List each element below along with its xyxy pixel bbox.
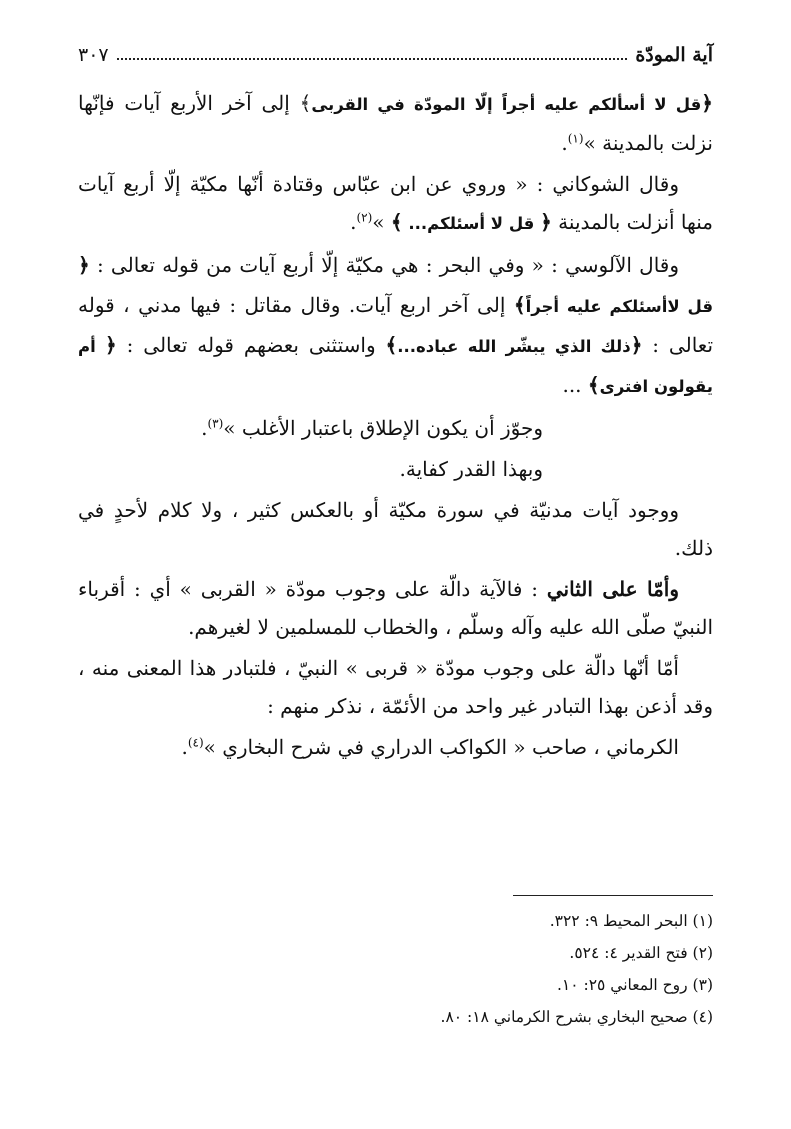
text-run: . <box>201 416 208 440</box>
paragraph <box>78 728 713 766</box>
quran-quote: أم يقولون افترى <box>78 337 713 396</box>
running-header <box>78 30 713 66</box>
main-text <box>78 84 713 769</box>
paragraph <box>78 491 713 567</box>
text-run: » <box>372 210 391 234</box>
footnote-ref: (١) <box>567 131 584 146</box>
text-run: وقال الشوكاني : « وروي عن ابن عبّاس وقتادة أنّها مكيّة إلّا أربع آيات منها أنزلت بالمدينة <box>78 172 713 234</box>
text-run: . <box>181 735 188 759</box>
bold-text: ﴾ <box>513 293 526 317</box>
paragraph <box>78 165 713 243</box>
paragraph <box>78 649 713 725</box>
bold-text: ﴿ <box>78 253 90 277</box>
bold-text: ﴾ <box>385 333 398 357</box>
quran-quote: ذلك الذي يبشّر الله عباده... <box>397 337 631 356</box>
bold-text: ﴾ <box>390 210 403 234</box>
text-run: ووجود آيات مدنيّة في سورة مكيّة أو بالعكس كثير ، ولا كلام لأحدٍ في ذلك. <box>78 498 713 560</box>
text-run: . <box>350 210 357 234</box>
bold-text: وأمّا على الثاني <box>546 577 680 601</box>
footnote-4: (٤) صحيح البخاري بشرح الكرماني ١٨: ٨٠. <box>440 1008 713 1026</box>
quran-quote: قل لا أسألكم عليه أجراً إلّا المودّة في القربى <box>311 95 702 114</box>
footnote-ref: (٣) <box>207 416 224 431</box>
footnote-rule <box>513 895 713 896</box>
quran-quote: قل لا أسئلكم... <box>402 214 541 233</box>
paragraph <box>78 84 713 162</box>
footnote-1: (١) البحر المحيط ٩: ٣٢٢. <box>549 912 713 930</box>
bold-text: ﴿ <box>540 210 552 234</box>
text-run: وبهذا القدر كفاية. <box>399 457 543 481</box>
paragraph <box>78 409 713 447</box>
text-run: إلى آخر اربع آيات. وقال مقاتل : فيها مدني ، قوله تعالى : <box>78 293 714 357</box>
bold-text: ﴾ <box>587 373 600 397</box>
bold-text: ﴿ <box>701 91 713 115</box>
footnote-ref: (٤) <box>187 735 204 750</box>
footnote-3: (٣) روح المعاني ٢٥: ١٠. <box>556 976 713 994</box>
text-run: : فالآية دالّة على وجوب مودّة « القربى » أي : أقرباء النبيّ صلّى الله عليه وآله وسلّم ، والخطاب للمسلمين لا لغيرهم. <box>78 577 713 639</box>
paragraph <box>78 450 713 488</box>
footnote-ref: (٢) <box>356 210 373 225</box>
text-run: وقال الآلوسي : « وفي البحر : هي مكيّة إلّا أربع آيات من قوله تعالى : <box>89 253 679 277</box>
bold-text: ﴿ <box>630 333 643 357</box>
leader-dots <box>117 57 628 60</box>
text-run: . <box>561 131 568 155</box>
page-number: ٣٠٧ <box>78 44 109 66</box>
text-run: الكرماني ، صاحب « الكواكب الدراري في شرح البخاري » <box>203 735 679 759</box>
footnote-2: (٢) فتح القدير ٤: ٥٢٤. <box>569 944 713 962</box>
paragraph <box>78 246 713 406</box>
running-title: آية المودّة <box>635 44 713 66</box>
text-run: أمّا أنّها دالّة على وجوب مودّة « قربى » النبيّ ، فلتبادر هذا المعنى منه ، وقد أذعن بهذا التبادر غير واحد من الأئمّة ، نذكر منهم : <box>78 656 713 718</box>
text-run: ... <box>562 373 588 397</box>
quran-quote: قل لاأسئلكم عليه أجراً <box>525 297 714 316</box>
bold-text: ﴿ <box>105 333 117 357</box>
text-run: وجوّز أن يكون الإطلاق باعتبار الأغلب » <box>223 416 543 440</box>
footnotes <box>78 905 713 1033</box>
paragraph <box>78 570 713 646</box>
text-run: ﴾ إلى آخر الأربع آيات فإنّها نزلت بالمدينة » <box>78 91 713 155</box>
text-run: واستثنى بعضهم قوله تعالى : <box>116 333 386 357</box>
